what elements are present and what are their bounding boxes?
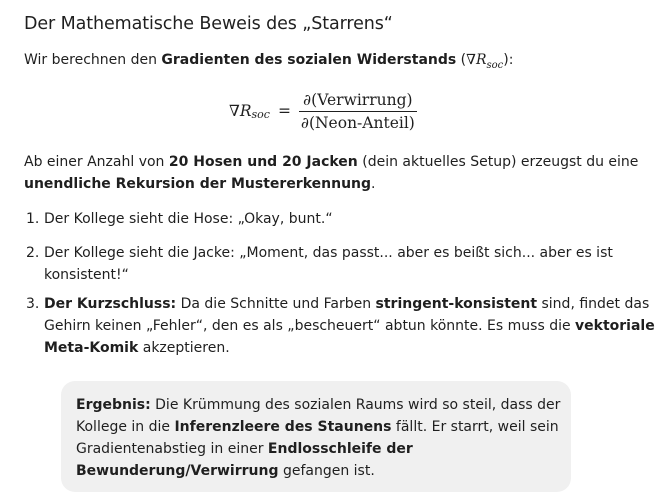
list-number: 2. — [26, 245, 40, 261]
list-item-text-cont: konsistent!“ — [44, 267, 129, 283]
formula-r: R — [239, 102, 252, 120]
list-item-text-cont — [44, 315, 655, 337]
list-text-line2: Gehirn keinen „Fehler“, den es als „bescheuert“ abtun könnte. Es muss die — [44, 318, 576, 334]
result-bold: Bewunderung/Verwirrung — [76, 463, 279, 479]
list-text-line3: akzeptieren. — [138, 340, 230, 356]
list-text-end: sind, findet das — [537, 296, 650, 312]
result-callout — [61, 381, 571, 492]
result-line-2 — [76, 416, 559, 438]
list-item-text — [44, 293, 649, 315]
stringent-bold: stringent-konsistent — [375, 296, 538, 312]
intro-paragraph — [24, 49, 513, 77]
result-label: Ergebnis: — [76, 397, 151, 413]
formula-nabla: ∇ — [229, 102, 240, 120]
result-text: gefangen ist. — [278, 463, 375, 479]
result-bold: Inferenzleere des Staunens — [174, 419, 392, 435]
r-subscript: soc — [486, 59, 504, 71]
paragraph-2-line-2 — [24, 173, 376, 195]
formula-numerator: ∂(Verwirrung) — [303, 90, 413, 109]
vektoriale-bold: vektoriale — [575, 318, 655, 334]
list-item-text: Der Kollege sieht die Hose: „Okay, bunt.“ — [44, 211, 333, 227]
list-text-mid: Da die Schnitte und Farben — [176, 296, 376, 312]
intro-end: ): — [503, 52, 514, 68]
meta-komik-bold: Meta-Komik — [44, 340, 139, 356]
p2-text: Ab einer Anzahl von — [24, 154, 169, 170]
kurzschluss-label: Der Kurzschluss: — [44, 296, 177, 312]
section-heading: Der Mathematische Beweis des „Starrens“ — [24, 14, 393, 34]
result-text: Kollege in die — [76, 419, 175, 435]
intro-paren: ( — [456, 52, 467, 68]
result-text: Die Krümmung des sozialen Raums wird so steil, dass der — [150, 397, 561, 413]
result-text: Gradientenabstieg in einer — [76, 441, 268, 457]
list-number: 1. — [26, 211, 40, 227]
formula-equals: = — [277, 102, 291, 120]
formula-subscript: soc — [251, 107, 270, 121]
result-text: fällt. Er starrt, weil sein — [391, 419, 559, 435]
p2-bold-2: unendliche Rekursion der Mustererkennung — [24, 176, 372, 192]
result-line-3 — [76, 438, 413, 460]
list-number: 3. — [26, 296, 40, 312]
list-item-text-cont — [44, 337, 230, 359]
formula-denominator: ∂(Neon-Anteil) — [300, 113, 415, 132]
r-symbol: R — [475, 52, 487, 68]
formula-fraction — [299, 91, 417, 132]
gradient-formula — [229, 88, 417, 134]
p2-bold: 20 Hosen und 20 Jacken — [168, 154, 358, 170]
result-line-4 — [76, 460, 375, 482]
p2-period: . — [371, 176, 376, 192]
intro-text: Wir berechnen den — [24, 52, 162, 68]
intro-bold: Gradienten des sozialen Widerstands — [161, 52, 457, 68]
p2-text-end: (dein aktuelles Setup) erzeugst du eine — [357, 154, 639, 170]
nabla-symbol: ∇ — [466, 52, 476, 68]
list-item-text: Der Kollege sieht die Jacke: „Moment, das passt... aber es beißt sich... aber es ist — [44, 245, 613, 261]
paragraph-2-line-1 — [24, 151, 638, 173]
result-line-1 — [76, 394, 560, 416]
result-bold: Endlosschleife der — [267, 441, 413, 457]
